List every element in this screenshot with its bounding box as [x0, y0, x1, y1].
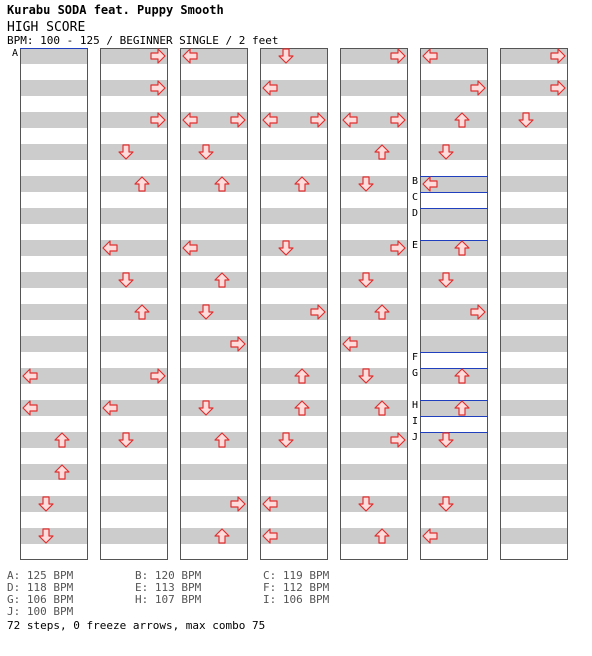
bpm-change-label: I — [411, 416, 418, 427]
step-summary: 72 steps, 0 freeze arrows, max combo 75 — [7, 619, 266, 632]
beat-stripe — [20, 240, 88, 256]
beat-stripe — [260, 400, 328, 416]
beat-stripe — [100, 528, 168, 544]
beat-stripe — [180, 464, 248, 480]
beat-stripe — [180, 272, 248, 288]
beat-stripe — [260, 176, 328, 192]
beat-stripe — [260, 240, 328, 256]
beat-stripe — [20, 80, 88, 96]
beat-stripe — [420, 432, 488, 448]
bpm-entry: H: 107 BPM — [135, 593, 202, 606]
beat-stripe — [20, 304, 88, 320]
beat-stripe — [20, 48, 88, 64]
beat-stripe — [420, 240, 488, 256]
bpm-entry: B: 120 BPM — [135, 569, 202, 582]
beat-stripe — [100, 304, 168, 320]
bpm-entry: F: 112 BPM — [263, 581, 330, 594]
beat-stripe — [260, 144, 328, 160]
bpm-change-label: E — [411, 240, 418, 251]
bpm-entry: G: 106 BPM — [7, 593, 74, 606]
beat-stripe — [340, 208, 408, 224]
beat-stripe — [340, 144, 408, 160]
beat-stripe — [420, 336, 488, 352]
beat-stripe — [420, 208, 488, 224]
beat-stripe — [20, 496, 88, 512]
bpm-entry: A: 125 BPM — [7, 569, 74, 582]
beat-stripe — [100, 176, 168, 192]
beat-stripe — [420, 368, 488, 384]
beat-stripe — [20, 464, 88, 480]
beat-stripe — [100, 208, 168, 224]
beat-stripe — [180, 304, 248, 320]
beat-stripe — [260, 368, 328, 384]
beat-stripe — [20, 272, 88, 288]
beat-stripe — [420, 272, 488, 288]
bpm-change-label: J — [411, 432, 418, 443]
beat-stripe — [500, 240, 568, 256]
difficulty-label: HIGH SCORE — [7, 20, 86, 35]
beat-stripe — [340, 400, 408, 416]
beat-stripe — [500, 112, 568, 128]
bpm-entry: J: 100 BPM — [7, 605, 74, 618]
bpm-change-label: H — [411, 400, 418, 411]
beat-stripe — [260, 48, 328, 64]
beat-stripe — [20, 208, 88, 224]
bpm-change-label: A — [11, 48, 18, 59]
beat-stripe — [340, 464, 408, 480]
bpm-change-label: B — [411, 176, 418, 187]
beat-stripe — [20, 432, 88, 448]
beat-stripe — [340, 304, 408, 320]
beat-stripe — [260, 272, 328, 288]
beat-stripe — [340, 176, 408, 192]
beat-stripe — [180, 368, 248, 384]
beat-stripe — [100, 432, 168, 448]
beat-stripe — [340, 80, 408, 96]
beat-stripe — [100, 144, 168, 160]
beat-stripe — [260, 208, 328, 224]
beat-stripe — [180, 400, 248, 416]
song-title: Kurabu SODA feat. Puppy Smooth — [7, 3, 224, 17]
beat-stripe — [500, 528, 568, 544]
beat-stripe — [20, 176, 88, 192]
beat-stripe — [20, 112, 88, 128]
beat-stripe — [340, 496, 408, 512]
beat-stripe — [100, 464, 168, 480]
beat-stripe — [100, 496, 168, 512]
beat-stripe — [420, 112, 488, 128]
beat-stripe — [180, 528, 248, 544]
beat-stripe — [180, 176, 248, 192]
beat-stripe — [260, 432, 328, 448]
beat-stripe — [500, 304, 568, 320]
beat-stripe — [340, 368, 408, 384]
beat-stripe — [260, 464, 328, 480]
beat-stripe — [420, 144, 488, 160]
bpm-entry: D: 118 BPM — [7, 581, 74, 594]
beat-stripe — [20, 144, 88, 160]
beat-stripe — [500, 176, 568, 192]
beat-stripe — [500, 400, 568, 416]
beat-stripe — [420, 400, 488, 416]
bpm-change-label: C — [411, 192, 418, 203]
beat-stripe — [420, 464, 488, 480]
beat-stripe — [500, 336, 568, 352]
beat-stripe — [20, 336, 88, 352]
beat-stripe — [180, 144, 248, 160]
beat-stripe — [500, 432, 568, 448]
beat-stripe — [100, 272, 168, 288]
beat-stripe — [500, 144, 568, 160]
beat-stripe — [500, 496, 568, 512]
beat-stripe — [100, 336, 168, 352]
beat-stripe — [20, 528, 88, 544]
bpm-change-label: F — [411, 352, 418, 363]
beat-stripe — [500, 208, 568, 224]
bpm-entry: I: 106 BPM — [263, 593, 330, 606]
beat-stripe — [500, 272, 568, 288]
bpm-change-label: D — [411, 208, 418, 219]
beat-stripe — [260, 336, 328, 352]
beat-stripe — [340, 272, 408, 288]
beat-stripe — [420, 496, 488, 512]
beat-stripe — [180, 80, 248, 96]
bpm-info: BPM: 100 - 125 / BEGINNER SINGLE / 2 feet — [7, 34, 279, 47]
beat-stripe — [180, 432, 248, 448]
bpm-change-label: G — [411, 368, 418, 379]
beat-stripe — [340, 528, 408, 544]
beat-stripe — [500, 368, 568, 384]
bpm-entry: C: 119 BPM — [263, 569, 330, 582]
beat-stripe — [500, 464, 568, 480]
bpm-entry: E: 113 BPM — [135, 581, 202, 594]
beat-stripe — [180, 208, 248, 224]
